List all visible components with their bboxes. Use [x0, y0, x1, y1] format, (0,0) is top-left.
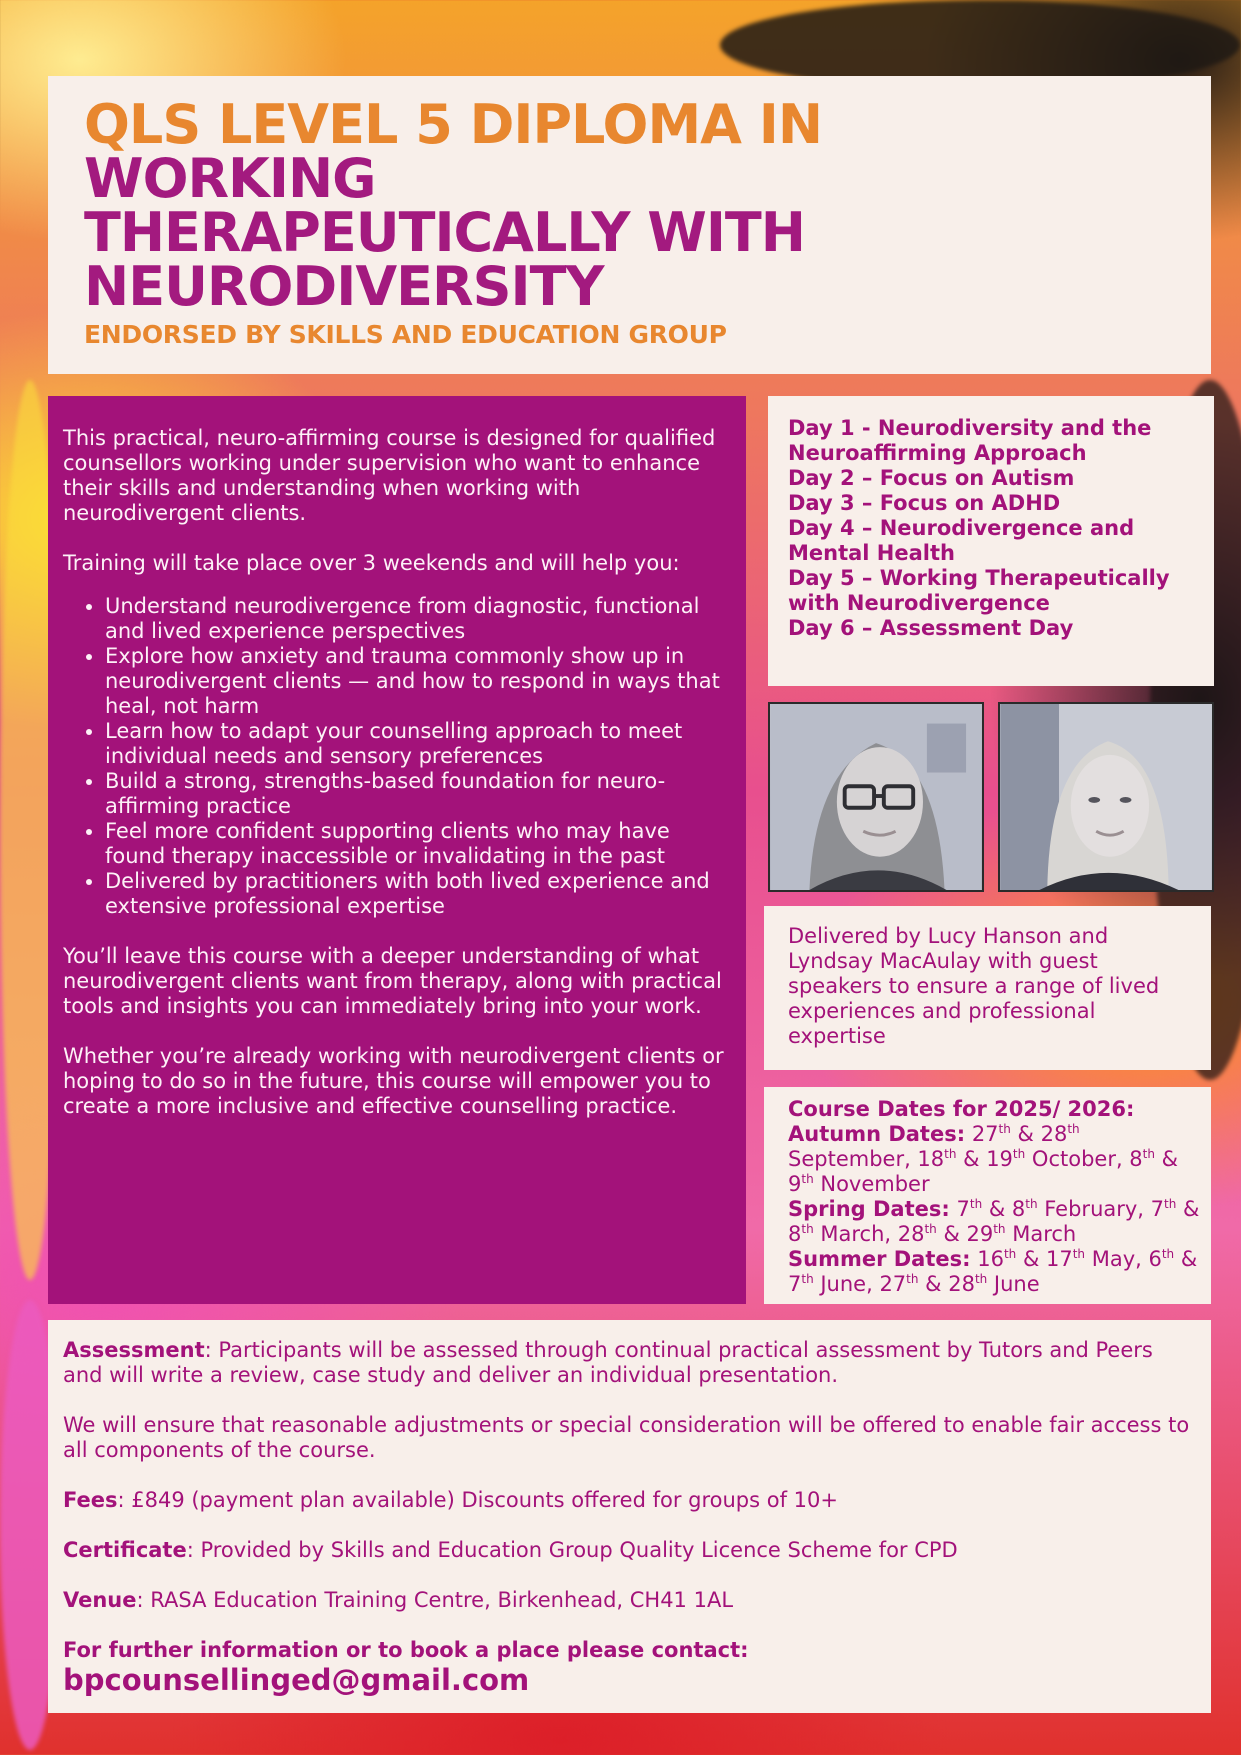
course-title-line2: WORKING [84, 147, 376, 210]
course-title-line3: THERAPEUTICALLY WITH [84, 201, 805, 264]
spring-dates-text: 7th & 8th February, 7th & 8th March, 28th & 29th March [788, 1197, 1200, 1246]
venue-label: Venue [63, 1588, 137, 1612]
tutor-photo-lyndsay [998, 702, 1214, 892]
autumn-dates-text: 27th & 28th September, 18th & 19th October, 8th & 9th November [788, 1122, 1179, 1196]
list-item: • Explore how anxiety and trauma commonly show up in neurodivergent clients — and how to respond in ways that heal, not harm [105, 644, 728, 719]
course-description-panel [48, 396, 746, 1304]
list-item: • Build a strong, strengths-based foundation for neuro-affirming practice [105, 769, 728, 819]
spring-label: Spring Dates: [788, 1197, 950, 1221]
certificate-text: : Provided by Skills and Education Group Quality Licence Scheme for CPD [186, 1538, 958, 1562]
learning-outcomes-list [105, 594, 728, 919]
tutors-text: Delivered by Lucy Hanson and Lyndsay MacAulay with guest speakers to ensure a range of lived experiences and professional expertise [788, 924, 1160, 1048]
spring-dates [788, 1197, 1201, 1247]
tutor-portrait-icon [1000, 704, 1212, 890]
certificate-info [63, 1538, 1196, 1563]
fees-label: Fees [63, 1488, 118, 1512]
contact-prompt: For further information or to book a place please contact: [63, 1638, 749, 1662]
closing-paragraph: Whether you’re already working with neurodivergent clients or hoping to do so in the future, this course will empower you to create a more inclusive and effective counselling practice. [63, 1044, 724, 1118]
course-days-panel [768, 396, 1214, 686]
course-dates-panel [764, 1087, 1211, 1304]
title-banner [48, 76, 1211, 374]
summer-label: Summer Dates: [788, 1247, 971, 1271]
day-item: Day 3 – Focus on ADHD [788, 491, 1061, 515]
endorsement-subtitle: ENDORSED BY SKILLS AND EDUCATION GROUP [84, 320, 727, 349]
day-item: Day 5 – Working Therapeutically with Neurodivergence [788, 566, 1170, 615]
dates-heading: Course Dates for 2025/ 2026: [788, 1097, 1135, 1121]
day-item: Day 2 – Focus on Autism [788, 466, 1075, 490]
tutor-portrait-icon [770, 704, 982, 890]
outcome-paragraph: You’ll leave this course with a deeper understanding of what neurodivergent clients want from therapy, along with practical tools and insights you can immediately bring into your work. [63, 944, 722, 1018]
certificate-label: Certificate [63, 1538, 187, 1562]
adjustments-info: We will ensure that reasonable adjustments or special consideration will be offered to enable fair access to all components of the course. [63, 1413, 1190, 1462]
contact-email-link[interactable]: bpcounsellinged@gmail.com [63, 1663, 530, 1697]
autumn-label: Autumn Dates: [788, 1122, 966, 1146]
course-title-line1: QLS LEVEL 5 DIPLOMA IN [84, 93, 823, 156]
tutor-photo-lucy [768, 702, 984, 892]
venue-text: : RASA Education Training Centre, Birkenhead, CH41 1AL [136, 1588, 734, 1612]
training-paragraph: Training will take place over 3 weekends and will help you: [63, 551, 680, 575]
autumn-dates [788, 1122, 1201, 1197]
day-item: Day 6 – Assessment Day [788, 616, 1074, 640]
assessment-text: : Participants will be assessed through continual practical assessment by Tutors and Peers and will write a review, case study and deliver an individual presentation. [63, 1338, 1153, 1387]
list-item: • Understand neurodivergence from diagnostic, functional and lived experience perspectives [105, 594, 728, 644]
fees-text: : £849 (payment plan available) Discounts offered for groups of 10+ [117, 1488, 838, 1512]
course-title-line4: NEURODIVERSITY [84, 255, 604, 318]
course-info-panel [48, 1320, 1211, 1713]
summer-dates-text: 16th & 17th May, 6th & 7th June, 27th & 28th June [788, 1247, 1198, 1296]
day-item: Day 4 – Neurodivergence and Mental Health [788, 516, 1135, 565]
summer-dates [788, 1247, 1201, 1297]
assessment-label: Assessment [63, 1338, 205, 1362]
intro-paragraph: This practical, neuro-affirming course is designed for qualified counsellors working under supervision who want to enhance their skills and understanding when working with neurodivergent clients. [63, 426, 716, 525]
fees-info [63, 1488, 1196, 1513]
list-item: • Delivered by practitioners with both lived experience and extensive professional expertise [105, 869, 728, 919]
list-item: • Feel more confident supporting clients who may have found therapy inaccessible or invalidating in the past [105, 819, 728, 869]
venue-info [63, 1588, 1196, 1613]
assessment-info [63, 1338, 1196, 1388]
day-item: Day 1 - Neurodiversity and the Neuroaffirming Approach [788, 416, 1152, 465]
list-item: • Learn how to adapt your counselling approach to meet individual needs and sensory preferences [105, 719, 728, 769]
tutors-panel [764, 906, 1211, 1070]
